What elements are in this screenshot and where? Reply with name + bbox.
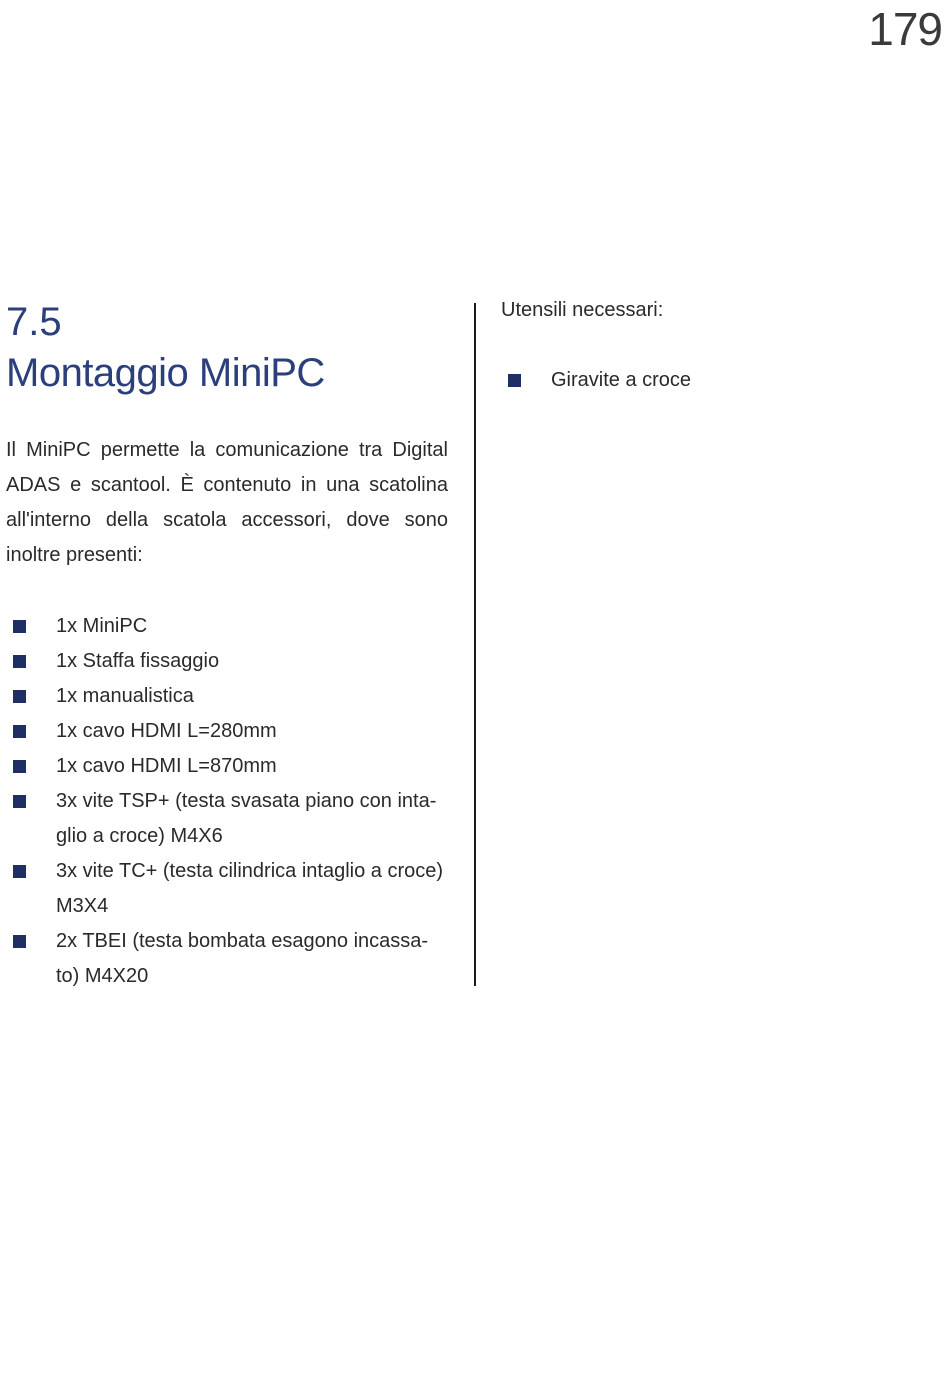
list-item bbox=[6, 714, 448, 749]
list-item bbox=[501, 363, 921, 398]
box-contents-list bbox=[6, 609, 448, 994]
square-bullet-icon bbox=[13, 795, 26, 808]
section-title: Montaggio MiniPC bbox=[6, 351, 325, 395]
square-bullet-icon bbox=[13, 620, 26, 633]
list-item-text: 1x MiniPC bbox=[56, 615, 148, 637]
list-item-text: 2x TBEI (testa bombata esagono incassa-to) M4X20 bbox=[56, 930, 429, 987]
list-item bbox=[6, 749, 448, 784]
list-item-text: 1x manualistica bbox=[56, 685, 194, 707]
list-item-text: Giravite a croce bbox=[551, 369, 692, 391]
intro-paragraph: Il MiniPC permette la comunicazione tra Digital ADAS e scantool. È contenuto in una scatolina all'interno della scatola accessori, dove sono inoltre presenti: bbox=[6, 439, 448, 566]
list-item bbox=[6, 679, 448, 714]
list-item bbox=[6, 644, 448, 679]
square-bullet-icon bbox=[13, 655, 26, 668]
list-item-text: 1x cavo HDMI L=280mm bbox=[56, 720, 277, 742]
list-item bbox=[6, 854, 448, 924]
list-item-text: 3x vite TSP+ (testa svasata piano con inta-glio a croce) M4X6 bbox=[56, 790, 437, 847]
page-number: 179 bbox=[868, 3, 942, 55]
square-bullet-icon bbox=[13, 865, 26, 878]
square-bullet-icon bbox=[508, 374, 521, 387]
list-item bbox=[6, 609, 448, 644]
square-bullet-icon bbox=[13, 725, 26, 738]
tools-heading: Utensili necessari: bbox=[501, 299, 664, 321]
square-bullet-icon bbox=[13, 935, 26, 948]
list-item bbox=[6, 784, 448, 854]
list-item-text: 3x vite TC+ (testa cilindrica intaglio a croce) M3X4 bbox=[56, 860, 444, 917]
square-bullet-icon bbox=[13, 760, 26, 773]
list-item-text: 1x Staffa fissaggio bbox=[56, 650, 220, 672]
list-item-text: 1x cavo HDMI L=870mm bbox=[56, 755, 277, 777]
tools-list bbox=[501, 363, 921, 398]
column-divider bbox=[474, 303, 476, 986]
square-bullet-icon bbox=[13, 690, 26, 703]
list-item bbox=[6, 924, 448, 994]
section-number: 7.5 bbox=[6, 300, 62, 344]
